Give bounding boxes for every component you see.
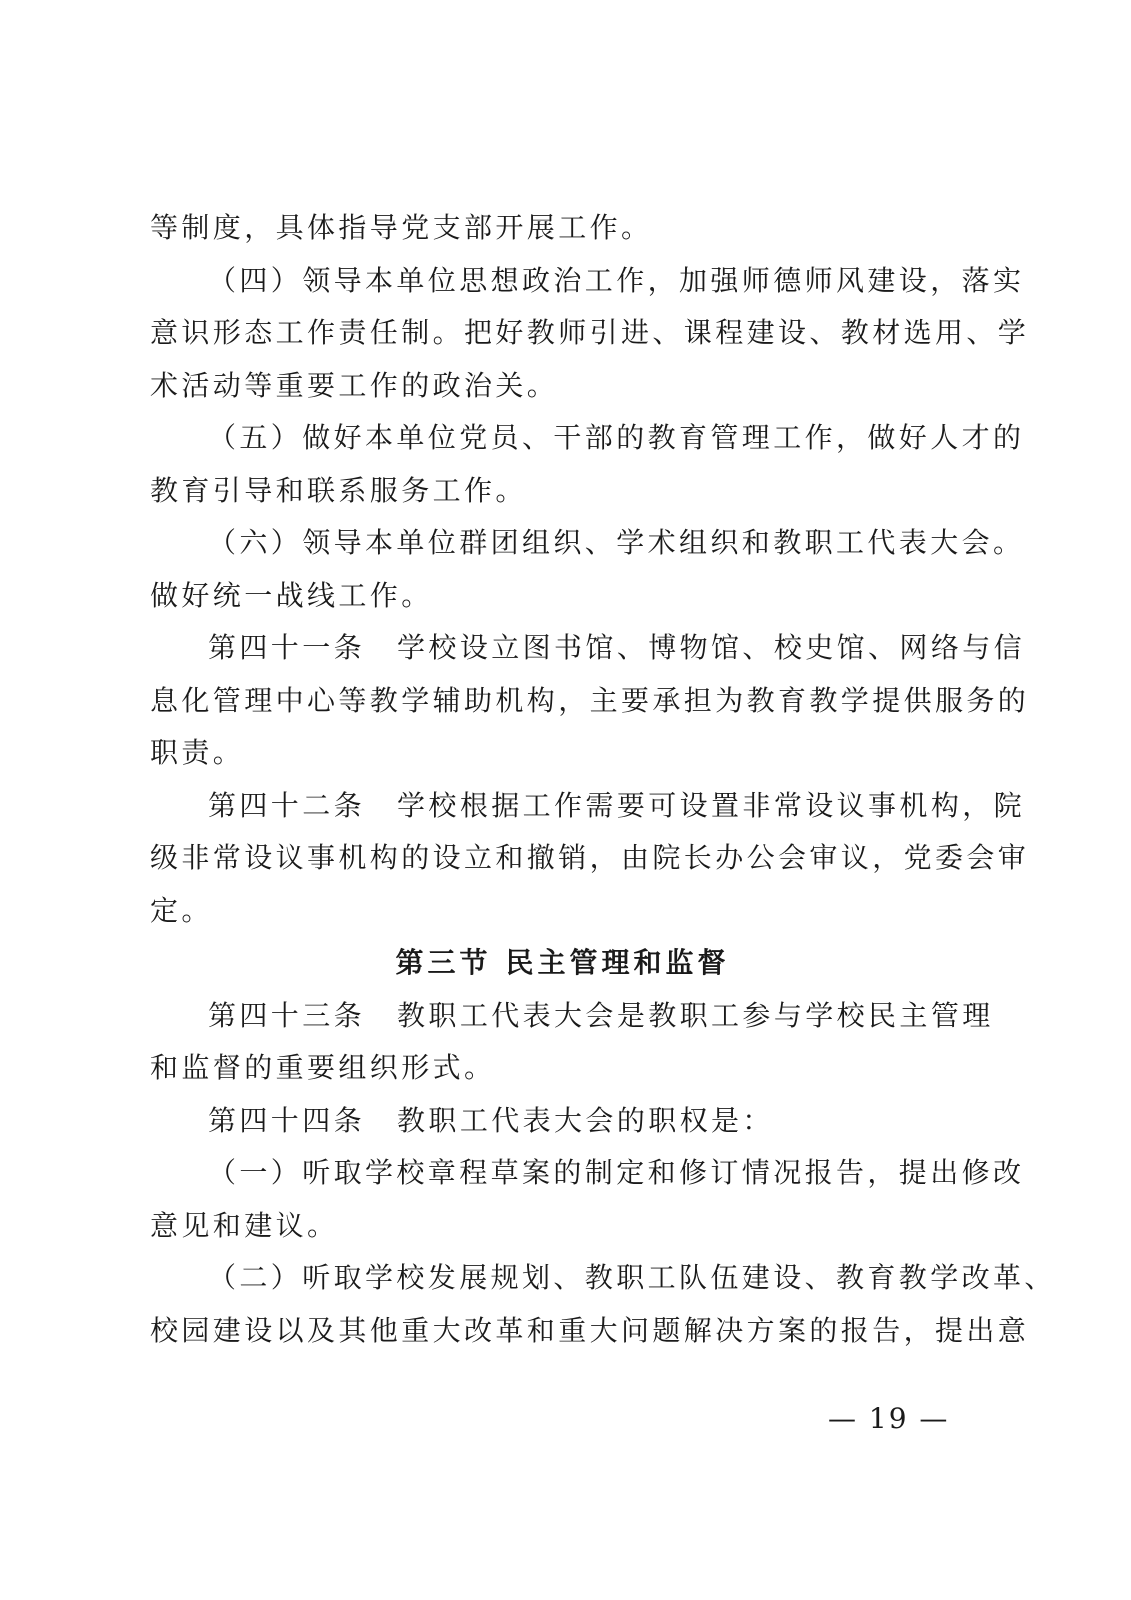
text-line: 教育引导和联系服务工作。 xyxy=(150,473,527,507)
article-text: 学校设立图书馆、博物馆、校史馆、网络与信 xyxy=(397,631,1026,664)
text-line: （二）听取学校发展规划、教职工队伍建设、教育教学改革、 xyxy=(208,1261,1056,1294)
article-43-first-line xyxy=(150,990,994,1043)
text-line: 级非常设议事机构的设立和撤销，由院长办公会审议，党委会审 xyxy=(150,841,1030,874)
article-44-first-line xyxy=(150,1095,975,1148)
article-number: 第四十二条 xyxy=(208,788,366,822)
article-number: 第四十三条 xyxy=(208,998,366,1032)
text-line: （四）领导本单位思想政治工作，加强师德师风建设，落实 xyxy=(208,263,1025,297)
document-page xyxy=(150,202,1056,1357)
text-line: 等制度，具体指导党支部开展工作。 xyxy=(150,211,653,244)
section-heading xyxy=(150,937,975,990)
article-number: 第四十四条 xyxy=(208,1103,366,1137)
text-line: 和监督的重要组织形式。 xyxy=(150,1051,496,1084)
article-text: 教职工代表大会的职权是： xyxy=(397,1103,774,1137)
text-line: （五）做好本单位党员、干部的教育管理工作，做好人才的 xyxy=(208,421,1025,454)
text-line: 息化管理中心等教学辅助机构，主要承担为教育教学提供服务的 xyxy=(150,683,1030,717)
article-number: 第四十一条 xyxy=(208,631,366,664)
article-text: 教职工代表大会是教职工参与学校民主管理 xyxy=(397,998,994,1032)
text-line: （一）听取学校章程草案的制定和修订情况报告，提出修改 xyxy=(208,1156,1025,1189)
text-line: （六）领导本单位群团组织、学术组织和教职工代表大会。 xyxy=(208,526,1025,559)
article-41-first-line xyxy=(150,622,1026,675)
page-number: — 19 — xyxy=(828,1402,950,1435)
text-line: 术活动等重要工作的政治关。 xyxy=(150,368,559,402)
section-title: 民主管理和监督 xyxy=(505,946,730,979)
text-line: 意见和建议。 xyxy=(150,1208,339,1242)
text-line: 校园建设以及其他重大改革和重大问题解决方案的报告，提出意 xyxy=(150,1313,1030,1347)
section-number: 第三节 xyxy=(395,946,492,979)
text-line: 意识形态工作责任制。把好教师引进、课程建设、教材选用、学 xyxy=(150,316,1030,349)
article-42-first-line xyxy=(150,780,1026,833)
text-line: 做好统一战线工作。 xyxy=(150,578,433,612)
text-line: 职责。 xyxy=(150,736,245,769)
text-line: 定。 xyxy=(150,893,213,927)
article-text: 学校根据工作需要可设置非常设议事机构，院 xyxy=(397,788,1026,822)
